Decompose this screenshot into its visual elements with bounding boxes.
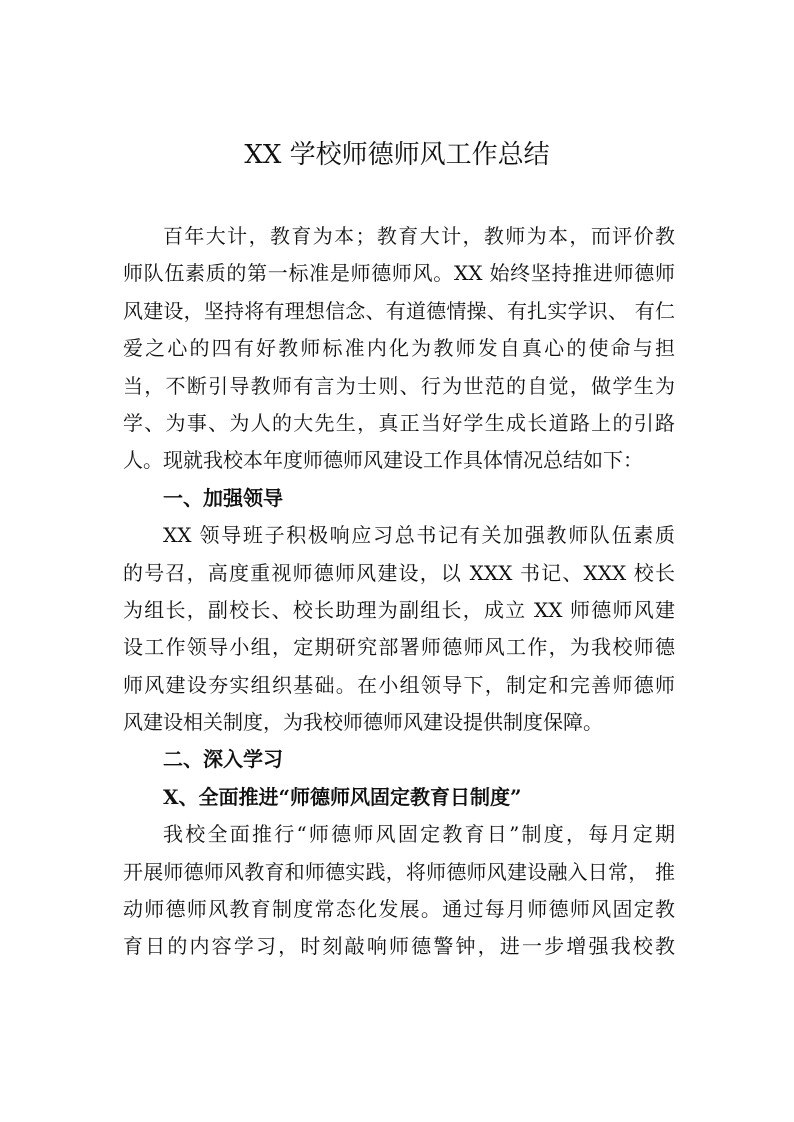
paragraph-line: 师队伍素质的第一标准是师德师风。XX 始终坚持推进师德师 [123,261,675,286]
leadership-paragraph [123,517,675,741]
paragraph-line: 人。现就我校本年度师德师风建设工作具体情况总结如下： [123,448,643,473]
document-body [123,218,675,966]
paragraph-line: 师风建设夯实组织基础。在小组领导下，制定和完善师德师 [123,672,675,697]
subsection-heading-education-day: X、全面推进“师德师风固定教育日制度” [163,784,522,809]
paragraph-line: 为组长，副校长、校长助理为副组长，成立 XX 师德师风建 [123,597,675,622]
paragraph-line: 育日的内容学习，时刻敲响师德警钟，进一步增强我校教 [123,934,675,959]
paragraph-line: 风建设，坚持将有理想信念、有道德情操、有扎实学识、 有仁 [123,298,675,323]
intro-paragraph [123,218,675,480]
paragraph-line: 的号召，高度重视师德师风建设，以 XXX 书记、XXX 校长 [123,560,675,585]
paragraph-line: XX 领导班子积极响应习总书记有关加强教师队伍素质 [163,523,675,548]
paragraph-line: 学、为事、为人的大先生，真正当好学生成长道路上的引路 [123,410,675,435]
education-day-paragraph [123,816,675,966]
paragraph-line: 爱之心的四有好教师标准内化为教师发自真心的使命与担 [123,336,675,361]
paragraph-line: 当，不断引导教师有言为士则、行为世范的自觉，做学生为 [123,373,675,398]
paragraph-line: 风建设相关制度，为我校师德师风建设提供制度保障。 [123,710,603,735]
paragraph-line: 动师德师风教育制度常态化发展。通过每月师德师风固定教 [123,897,675,922]
paragraph-line: 设工作领导小组，定期研究部署师德师风工作，为我校师德 [123,635,675,660]
paragraph-line: 我校全面推行“师德师风固定教育日”制度，每月定期 [163,822,675,847]
section-heading-study: 二、深入学习 [163,747,283,772]
section-heading-leadership: 一、加强领导 [163,485,283,510]
paragraph-line: 开展师德师风教育和师德实践，将师德师风建设融入日常， 推 [123,859,675,884]
paragraph-line: 百年大计，教育为本；教育大计，教师为本，而评价教 [163,224,675,248]
document-title: XX 学校师德师风工作总结 [244,140,550,170]
